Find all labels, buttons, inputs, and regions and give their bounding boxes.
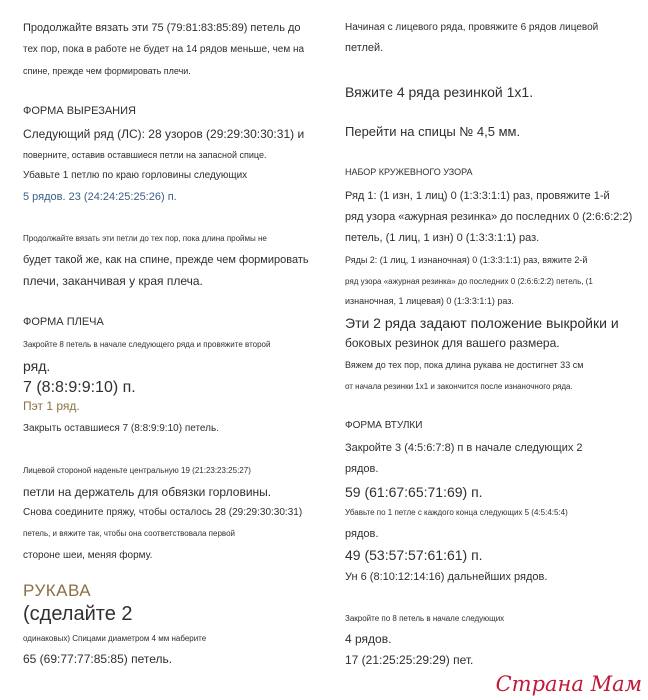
text-line: 17 (21:25:25:29:29) пет. <box>345 653 474 667</box>
text-line: Ряды 2: (1 лиц, 1 изнаночная) 0 (1:3:3:1:1) раз, вяжите 2-й <box>345 255 588 265</box>
text-line: Перейти на спицы № 4,5 мм. <box>345 124 521 139</box>
text-line: Лицевой стороной наденьте центральную 19 (21:23:23:25:27) <box>23 466 251 475</box>
text-line: Продолжайте вязать эти петли до тех пор, пока длина проймы не <box>23 234 267 243</box>
text-line: ряд узора «ажурная резинка» до последних 0 (2:6:6:2:2) <box>345 211 633 223</box>
text-line: одинаковых) Спицами диаметром 4 мм наберите <box>23 634 207 643</box>
text-line: ряд. <box>23 358 51 374</box>
text-line: Убавьте 1 петлю по краю горловины следующих <box>23 170 248 181</box>
text-line: ряд узора «ажурная резинка» до последних 0 (2:6:6:2:2) петель, (1 <box>345 277 593 286</box>
text-line: Следующий ряд (ЛС): 28 узоров (29:29:30:30:31) и <box>23 127 305 141</box>
text-line: Начиная с лицевого ряда, провяжите 6 рядов лицевой <box>345 22 599 33</box>
section-heading-cap: ФОРМА ВТУЛКИ <box>345 420 423 431</box>
section-heading-lace: НАБОР КРУЖЕВНОГО УЗОРА <box>345 167 473 177</box>
text-line: Закройте 8 петель в начале следующего ряда и провяжите второй <box>23 340 271 349</box>
text-line: Закройте по 8 петель в начале следующих <box>345 614 505 623</box>
text-line: от начала резинки 1x1 и закончится после изнаночного ряда. <box>345 382 573 391</box>
text-line: плечи, заканчивая у края плеча. <box>23 274 203 288</box>
text-line: 65 (69:77:77:85:85) петель. <box>23 652 173 666</box>
section-heading-shoulder: ФОРМА ПЛЕЧА <box>23 316 104 328</box>
text-line: Пэт 1 ряд. <box>23 399 80 413</box>
text-line: петлей. <box>345 42 384 54</box>
text-line: петли на держатель для обвязки горловины. <box>23 485 272 499</box>
text-line: Эти 2 ряда задают положение выкройки и <box>345 315 619 331</box>
text-line: изнаночная, 1 лицевая) 0 (1:3:3:1:1) раз. <box>345 296 514 306</box>
text-line: боковых резинок для вашего размера. <box>345 336 560 350</box>
watermark-logo: Страна Мам <box>495 672 642 696</box>
text-line: тех пор, пока в работе не будет на 14 рядов меньше, чем на <box>23 44 305 55</box>
text-line: петель, и вяжите так, чтобы она соответствовала первой <box>23 529 235 538</box>
text-line: Вяжем до тех пор, пока длина рукава не достигнет 33 см <box>345 360 584 370</box>
text-line: Продолжайте вязать эти 75 (79:81:83:85:89) петель до <box>23 22 301 34</box>
text-line: 59 (61:67:65:71:69) п. <box>345 484 483 500</box>
text-line: рядов. <box>345 463 379 475</box>
text-line: (сделайте 2 <box>23 603 133 625</box>
text-line: Ун 6 (8:10:12:14:16) дальнейших рядов. <box>345 571 548 583</box>
text-line: Закрыть оставшиеся 7 (8:8:9:9:10) петель. <box>23 423 219 434</box>
text-line: 7 (8:8:9:9:10) п. <box>23 379 136 396</box>
text-line: рядов. <box>345 528 379 540</box>
text-line: будет такой же, как на спине, прежде чем формировать <box>23 254 309 266</box>
text-line: спине, прежде чем формировать плечи. <box>23 66 191 76</box>
text-line: стороне шеи, меняя форму. <box>23 550 153 561</box>
text-line: Ряд 1: (1 изн, 1 лиц) 0 (1:3:3:1:1) раз, провяжите 1-й <box>345 190 610 202</box>
section-heading-sleeves: РУКАВА <box>23 581 92 600</box>
text-line: Вяжите 4 ряда резинкой 1x1. <box>345 84 534 100</box>
text-line: Закройте 3 (4:5:6:7:8) п в начале следующих 2 <box>345 442 583 454</box>
text-line: петель, (1 лиц, 1 изн) 0 (1:3:3:1:1) раз. <box>345 232 540 244</box>
text-line: повернитe, оставив оставшиеся петли на запасной спице. <box>23 150 267 160</box>
text-line: 5 рядов. 23 (24:24:25:25:26) п. <box>23 191 177 203</box>
text-line: Убавьте по 1 петле с каждого конца следующих 5 (4:5:4:5:4) <box>345 508 568 517</box>
text-line: Снова соедините пряжу, чтобы осталось 28 (29:29:30:30:31) <box>23 507 303 518</box>
section-heading-neck: ФОРМА ВЫРЕЗАНИЯ <box>23 105 136 117</box>
text-line: 49 (53:57:57:61:61) п. <box>345 547 483 563</box>
text-line: 4 рядов. <box>345 632 392 646</box>
